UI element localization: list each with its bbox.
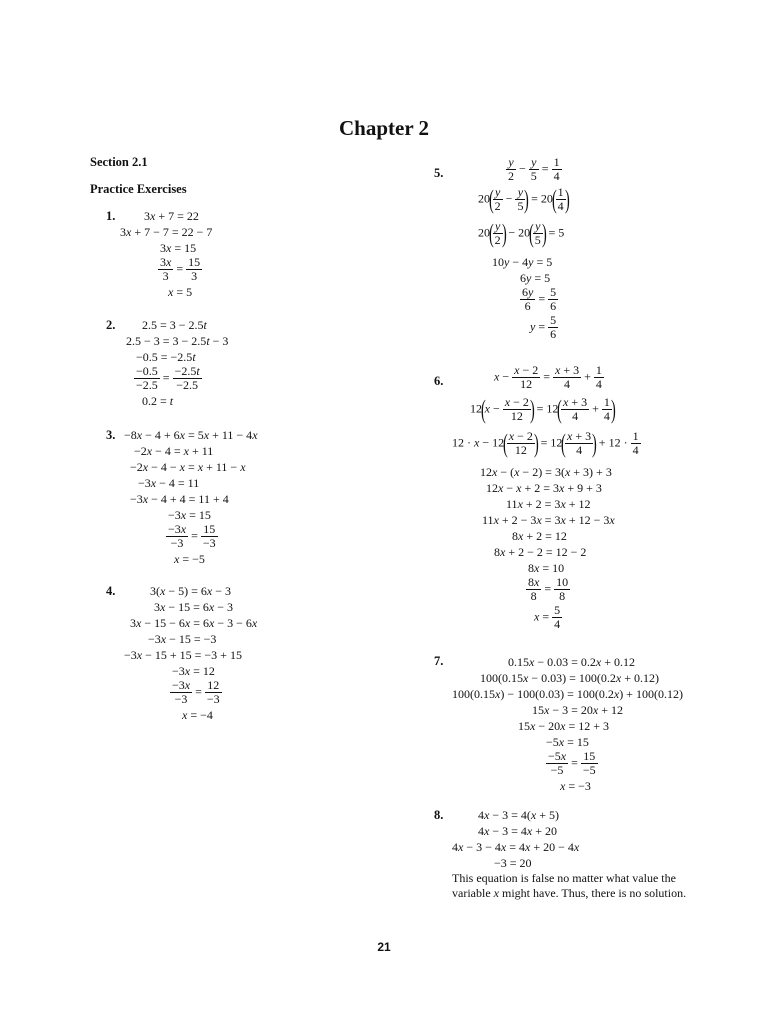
problem-8-solution: 4x − 3 = 4(x + 5) 4x − 3 = 4x + 20 4x − 3 − 4x = 4x + 20 − 4x −3 = 20 This equation is false no matter what value the variable x might have. Thus, there is no solution.	[452, 807, 712, 901]
problem-8-note-line1: This equation is false no matter what value the	[452, 871, 676, 885]
problem-1-solution: 3x + 7 = 22 3x + 7 − 7 = 22 − 7 3x = 15 $\frac{3x}{3}$ = $\frac{15}{3}$ x = 5	[120, 209, 213, 299]
problem-4-solution: 3(x − 5) = 6x − 3 3x − 15 = 6x − 3 3x − 15 − 6x = 6x − 3 − 6x −3x − 15 = −3 −3x − 15 + 15 = −3 + 15 −3x = 12 $\frac{-3x}{-3}$ = $\frac{12}{-3}$ x = −4	[124, 584, 258, 722]
problem-2-solution: 2.5 = 3 − 2.5t 2.5 − 3 = 3 − 2.5t − 3 −0.5 = −2.5t $\frac{-0.5}{-2.5}$ = $\frac{-2.5t}{-2.5}$ 0.2 = t	[126, 318, 229, 408]
subsection-heading: Practice Exercises	[90, 182, 187, 196]
problem-number: 2.	[106, 318, 116, 332]
problem-number: 3.	[106, 428, 116, 442]
problem-7-solution: 0.15x − 0.03 = 0.2x + 0.12 100(0.15x − 0.03) = 100(0.2x + 0.12) 100(0.15x) − 100(0.03) = 100(0.2x) + 100(0.12) 15x − 3 = 20x + 12 15x − 20x = 12 + 3 −5x = 15 $\frac{-5x}{-5}$ = $\frac{15}{-5}$ x = −3	[452, 655, 683, 793]
problem-number: 1.	[106, 209, 116, 223]
problem-number: 4.	[106, 584, 116, 598]
problem-8-note-line2	[452, 886, 712, 901]
note-text: might have. Thus, there is no solution.	[498, 886, 687, 900]
problem-number: 7.	[434, 654, 444, 668]
problem-5-solution: $\frac{y}{2}$ − $\frac{y}{5}$ = $\frac{1}{4}$ 20( $\frac{y}{2}$ − $\frac{y}{5}$ ) = 20( $\frac{1}{4}$ ) 20( $\frac{y}{2}$ ) − 20( $\frac{y}{5}$ ) = 5 10y − 4y = 5 6y = 5 $\frac{6y}{6}$ = $\frac{5}{6}$ y = $\frac{5}{6}$	[478, 155, 570, 341]
note-variable: x	[493, 886, 499, 900]
page-number: 21	[377, 940, 391, 954]
note-text: variable	[452, 886, 494, 900]
problem-3-solution: −8x − 4 + 6x = 5x + 11 − 4x −2x − 4 = x + 11 −2x − 4 − x = x + 11 − x −3x − 4 = 11 −3x − 4 + 4 = 11 + 4 −3x = 15 $\frac{-3x}{-3}$ = $\frac{15}{-3}$ x = −5	[124, 428, 258, 566]
page-title: Chapter 2	[338, 116, 430, 140]
problem-6-solution: x − $\frac{x - 2}{12}$ = $\frac{x + 3}{4}$ + $\frac{1}{4}$ 12(x − $\frac{x - 2}{12}$ ) = 12( $\frac{x + 3}{4}$ + $\frac{1}{4}$ ) 12 · x − 12( $\frac{x - 2}{12}$ ) = 12( $\frac{x + 3}{4}$ ) + 12 · $\frac{1}{4}$ 12x − (x − 2) = 3(x + 3) + 3 12x − x + 2 = 3x + 9 + 3 11x + 2 = 3x + 12 11x + 2 − 3x = 3x + 12 − 3x 8x + 2 = 12 8x + 2 − 2 = 12 − 2 8x = 10 $\frac{8x}{8}$ = $\frac{10}{8}$ x = $\frac{5}{4}$	[452, 363, 639, 631]
problem-number: 6.	[434, 374, 444, 388]
problem-number: 8.	[434, 808, 444, 822]
section-heading: Section 2.1	[90, 155, 148, 169]
problem-number: 5.	[434, 166, 444, 180]
